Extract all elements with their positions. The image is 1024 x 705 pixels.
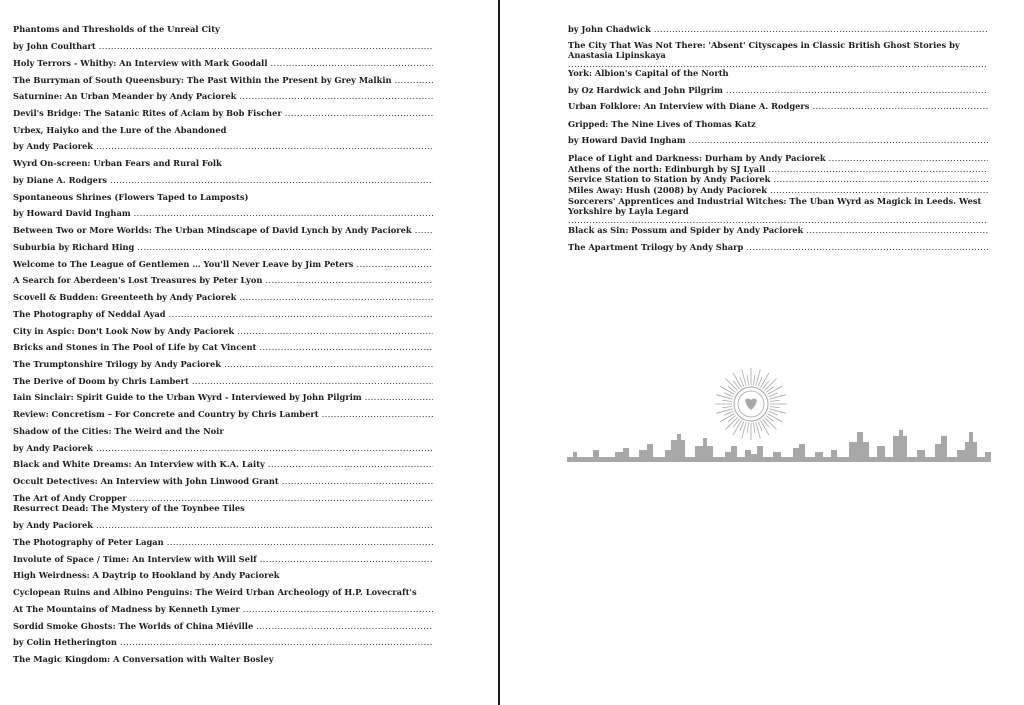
- toc-entry: by Andy Paciorek .....: [13, 521, 433, 531]
- toc-entry: Black as Sin: Possum and Spider by Andy Paciorek .....: [568, 226, 988, 236]
- toc-entry: Sordid Smoke Ghosts: The Worlds of China Miéville .....: [13, 622, 433, 632]
- toc-entry: Holy Terrors - Whitby: An Interview with Mark Goodall .....: [13, 59, 433, 69]
- sun-ray: [753, 375, 754, 385]
- sun-ray: [733, 420, 742, 435]
- sun-ray: [767, 414, 782, 423]
- toc-entry: Phantoms and Thresholds of the Unreal City: [13, 25, 220, 34]
- toc-entry: The Apartment Trilogy by Andy Sharp .....: [568, 243, 988, 253]
- toc-entry: The City That Was Not There: 'Absent' Cityscapes in Classic British Ghost Stories by Anastasia Lipinskaya .....: [568, 41, 988, 70]
- toc-entry: At The Mountains of Madness by Kenneth Lymer .....: [13, 605, 433, 615]
- toc-entry: Service Station to Station by Andy Paciorek .....: [568, 175, 988, 185]
- toc-entry: Urbex, Haiyko and the Lure of the Abandoned: [13, 126, 227, 135]
- toc-entry: Bricks and Stones in The Pool of Life by Cat Vincent .....: [13, 343, 433, 353]
- sun-ray: [761, 420, 770, 435]
- toc-entry: Resurrect Dead: The Mystery of the Toynbee Tiles: [13, 504, 245, 513]
- toc-entry: by John Coulthart .....: [13, 42, 433, 52]
- sun-ray: [720, 414, 735, 423]
- toc-entry: Scovell & Budden: Greenteeth by Andy Paciorek .....: [13, 293, 433, 303]
- sun-ray: [747, 375, 748, 385]
- toc-entry: The Photography of Neddal Ayad .....: [13, 310, 433, 320]
- sun-ray: [770, 400, 780, 401]
- toc-entry: by Oz Hardwick and John Pilgrim .....: [568, 86, 988, 96]
- toc-entry: Saturnine: An Urban Meander by Andy Paciorek .....: [13, 92, 433, 102]
- sun-ray: [722, 406, 732, 407]
- sun-ray: [761, 373, 770, 388]
- toc-entry: by Colin Hetherington .....: [13, 638, 433, 648]
- toc-entry: Cyclopean Ruins and Albino Penguins: The Weird Urban Archeology of H.P. Lovecraft's: [13, 588, 417, 597]
- toc-entry: Between Two or More Worlds: The Urban Mindscape of David Lynch by Andy Paciorek .....: [13, 226, 433, 236]
- toc-entry: Suburbia by Richard Hing .....: [13, 243, 433, 253]
- toc-entry: The Photography of Peter Lagan .....: [13, 538, 433, 548]
- toc-entry: High Weirdness: A Daytrip to Hookland by Andy Paciorek: [13, 571, 280, 580]
- toc-entry: Black and White Dreams: An Interview with K.A. Laity .....: [13, 460, 433, 470]
- toc-entry: by Diane A. Rodgers .....: [13, 176, 433, 186]
- toc-entry: A Search for Aberdeen's Lost Treasures by Peter Lyon .....: [13, 276, 433, 286]
- toc-entry: City in Aspic: Don't Look Now by Andy Paciorek .....: [13, 327, 433, 337]
- toc-entry: Review: Concretism – For Concrete and Country by Chris Lambert .....: [13, 410, 433, 420]
- toc-entry: Occult Detectives: An Interview with John Linwood Grant .....: [13, 477, 433, 487]
- left-page: [0, 0, 498, 705]
- toc-entry: Shadow of the Cities: The Weird and the Noir: [13, 427, 224, 436]
- toc-entry: by John Chadwick .....: [568, 25, 988, 35]
- sun-ray: [767, 386, 782, 395]
- toc-entry: Gripped: The Nine Lives of Thomas Katz: [568, 120, 756, 129]
- right-page: [501, 0, 1024, 705]
- toc-entry: The Derive of Doom by Chris Lambert .....: [13, 377, 433, 387]
- toc-entry: Spontaneous Shrines (Flowers Taped to Lamposts): [13, 193, 249, 202]
- toc-entry: Wyrd On-screen: Urban Fears and Rural Folk: [13, 159, 222, 168]
- toc-entry: Miles Away: Hush (2008) by Andy Paciorek .....: [568, 186, 988, 196]
- toc-entry: The Trumptonshire Trilogy by Andy Paciorek .....: [13, 360, 433, 370]
- toc-entry: Sorcerers' Apprentices and Industrial Witches: The Uban Wyrd as Magick in Leeds. West Yorkshire by Layla Legard .....: [568, 197, 988, 226]
- toc-entry: by Howard David Ingham .....: [568, 136, 988, 146]
- toc-entry: by Andy Paciorek .....: [13, 444, 433, 454]
- toc-entry: The Art of Andy Cropper .....: [13, 494, 433, 504]
- toc-entry: York: Albion's Capital of the North: [568, 69, 729, 78]
- toc-entry: Involute of Space / Time: An Interview with Will Self .....: [13, 555, 433, 565]
- toc-entry: Welcome to The League of Gentlemen … You'll Never Leave by Jim Peters .....: [13, 260, 433, 270]
- toc-entry: by Howard David Ingham .....: [13, 209, 433, 219]
- toc-entry: Iain Sinclair: Spirit Guide to the Urban Wyrd - Interviewed by John Pilgrim .....: [13, 393, 433, 403]
- toc-entry: The Burryman of South Queensbury: The Past Within the Present by Grey Malkin .....: [13, 76, 433, 86]
- sun-ray: [722, 400, 732, 401]
- toc-entry: Athens of the north: Edinburgh by SJ Lyall .....: [568, 165, 988, 175]
- sun-ray: [720, 386, 735, 395]
- toc-entry: Urban Folklore: An Interview with Diane A. Rodgers .....: [568, 102, 988, 112]
- page-divider: [498, 0, 500, 705]
- toc-entry: Devil's Bridge: The Satanic Rites of Aclam by Bob Fischer .....: [13, 109, 433, 119]
- sun-ray: [747, 423, 748, 433]
- toc-entry: by Andy Paciorek .....: [13, 142, 433, 152]
- toc-entry: Place of Light and Darkness: Durham by Andy Paciorek .....: [568, 154, 988, 164]
- toc-entry: The Magic Kingdom: A Conversation with Walter Bosley: [13, 655, 274, 664]
- sun-ray: [770, 406, 780, 407]
- sun-skyline-logo-icon: [567, 366, 991, 466]
- sun-ray: [753, 423, 754, 433]
- sun-ray: [733, 373, 742, 388]
